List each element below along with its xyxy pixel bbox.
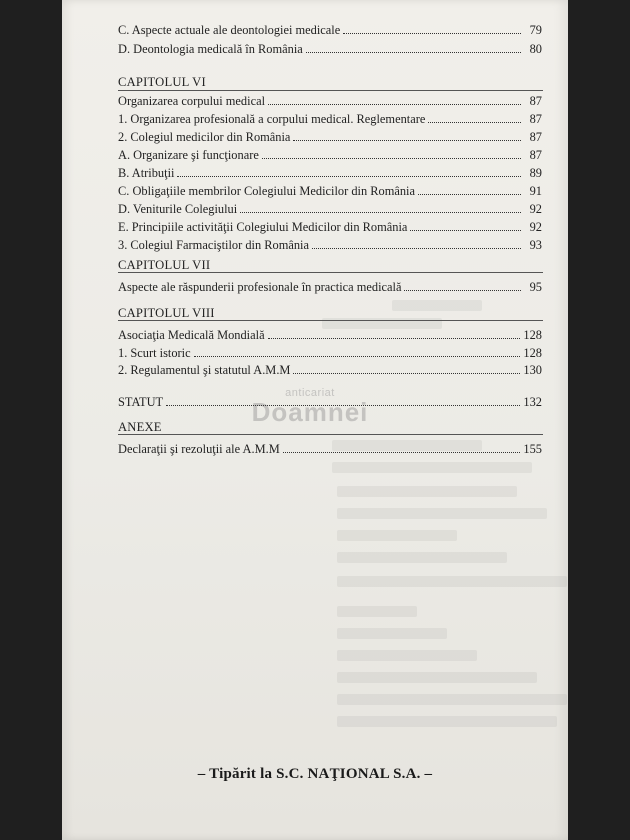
dot-leader (343, 32, 521, 34)
dot-leader (194, 355, 521, 357)
toc-entry-page: 92 (529, 202, 542, 216)
dot-leader (166, 404, 520, 406)
dot-leader (268, 103, 521, 105)
toc-entry (118, 218, 543, 234)
toc-entry-statut (118, 393, 543, 409)
dot-leader (306, 51, 521, 53)
toc-entry (118, 164, 543, 180)
chapter-heading: CAPITOLUL VI (118, 75, 206, 89)
toc-entry-title: E. Principiile activităţii Colegiului Medicilor din România (118, 220, 408, 234)
toc-entry (118, 236, 543, 252)
toc-entry-title: Aspecte ale răspunderii profesionale în practica medicală (118, 280, 402, 294)
chapter-heading: ANEXE (118, 420, 162, 434)
toc-entry (118, 146, 543, 162)
toc-entry-title: B. Atribuţii (118, 166, 175, 180)
toc-entry (118, 361, 543, 377)
watermark-big-text: Doamnei (251, 397, 369, 427)
toc-entry-title: 2. Colegiul medicilor din România (118, 130, 291, 144)
dot-leader (268, 337, 521, 339)
dot-leader (262, 157, 521, 159)
toc-entry (118, 200, 543, 216)
printer-imprint: – Tipărit la S.C. NAŢIONAL S.A. – (197, 766, 433, 782)
dot-leader (240, 211, 521, 213)
toc-entry-title: A. Organizare şi funcţionare (118, 148, 259, 162)
toc-entry-page: 128 (523, 328, 542, 342)
heading-rule (118, 320, 543, 321)
toc-entry-title: D. Deontologia medicală în România (118, 42, 303, 56)
toc-entry-title: 1. Scurt istoric (118, 346, 191, 360)
toc-entry (118, 440, 543, 456)
toc-entry-page: 87 (529, 130, 542, 144)
dot-leader (283, 451, 521, 453)
toc-entry (118, 110, 543, 126)
toc-entry-page: 87 (529, 94, 542, 108)
toc-entry (118, 21, 543, 37)
toc-entry (118, 92, 543, 108)
dot-leader (293, 139, 521, 141)
toc-entry-page: 132 (523, 395, 542, 409)
toc-entry-title: C. Obligaţiile membrilor Colegiului Medicilor din România (118, 184, 415, 198)
toc-entry-title: C. Aspecte actuale ale deontologiei medicale (118, 23, 341, 37)
toc-entry-title: D. Veniturile Colegiului (118, 202, 238, 216)
toc-entry-page: 79 (529, 23, 542, 37)
toc-entry (118, 278, 543, 294)
toc-entry-page: 128 (523, 346, 542, 360)
toc-entry-page: 89 (529, 166, 542, 180)
toc-entry-page: 155 (523, 442, 542, 456)
dot-leader (293, 372, 520, 374)
toc-entry-page: 80 (529, 42, 542, 56)
dot-leader (312, 247, 521, 249)
dot-leader (410, 229, 521, 231)
toc-entry-title: 3. Colegiul Farmaciştilor din România (118, 238, 309, 252)
heading-rule (118, 90, 543, 91)
toc-entry-page: 87 (529, 148, 542, 162)
toc-entry-title: 1. Organizarea profesională a corpului medical. Reglementare (118, 112, 426, 126)
toc-entry-page: 95 (529, 280, 542, 294)
toc-entry-title: Declaraţii şi rezoluţii ale A.M.M (118, 442, 280, 456)
toc-entry-title: 2. Regulamentul şi statutul A.M.M (118, 363, 291, 377)
toc-entry (118, 326, 543, 342)
toc-entry-page: 93 (529, 238, 542, 252)
watermark-small-text: anticariat (285, 387, 335, 399)
toc-entry-page: 91 (529, 184, 542, 198)
chapter-heading: CAPITOLUL VII (118, 258, 211, 272)
chapter-heading: CAPITOLUL VIII (118, 306, 215, 320)
dot-leader (177, 175, 521, 177)
toc-entry-page: 130 (523, 363, 542, 377)
toc-entry-title: Asociaţia Medicală Mondială (118, 328, 265, 342)
toc-entry (118, 344, 543, 360)
dot-leader (428, 121, 521, 123)
toc-entry-page: 87 (529, 112, 542, 126)
toc-entry-title: Organizarea corpului medical (118, 94, 266, 108)
toc-entry-title: STATUT (118, 395, 164, 409)
toc-entry (118, 40, 543, 56)
toc-entry (118, 128, 543, 144)
toc-entry (118, 182, 543, 198)
toc-entry-page: 92 (529, 220, 542, 234)
heading-rule (118, 272, 543, 273)
heading-rule (118, 434, 543, 435)
dot-leader (404, 289, 521, 291)
dot-leader (418, 193, 521, 195)
